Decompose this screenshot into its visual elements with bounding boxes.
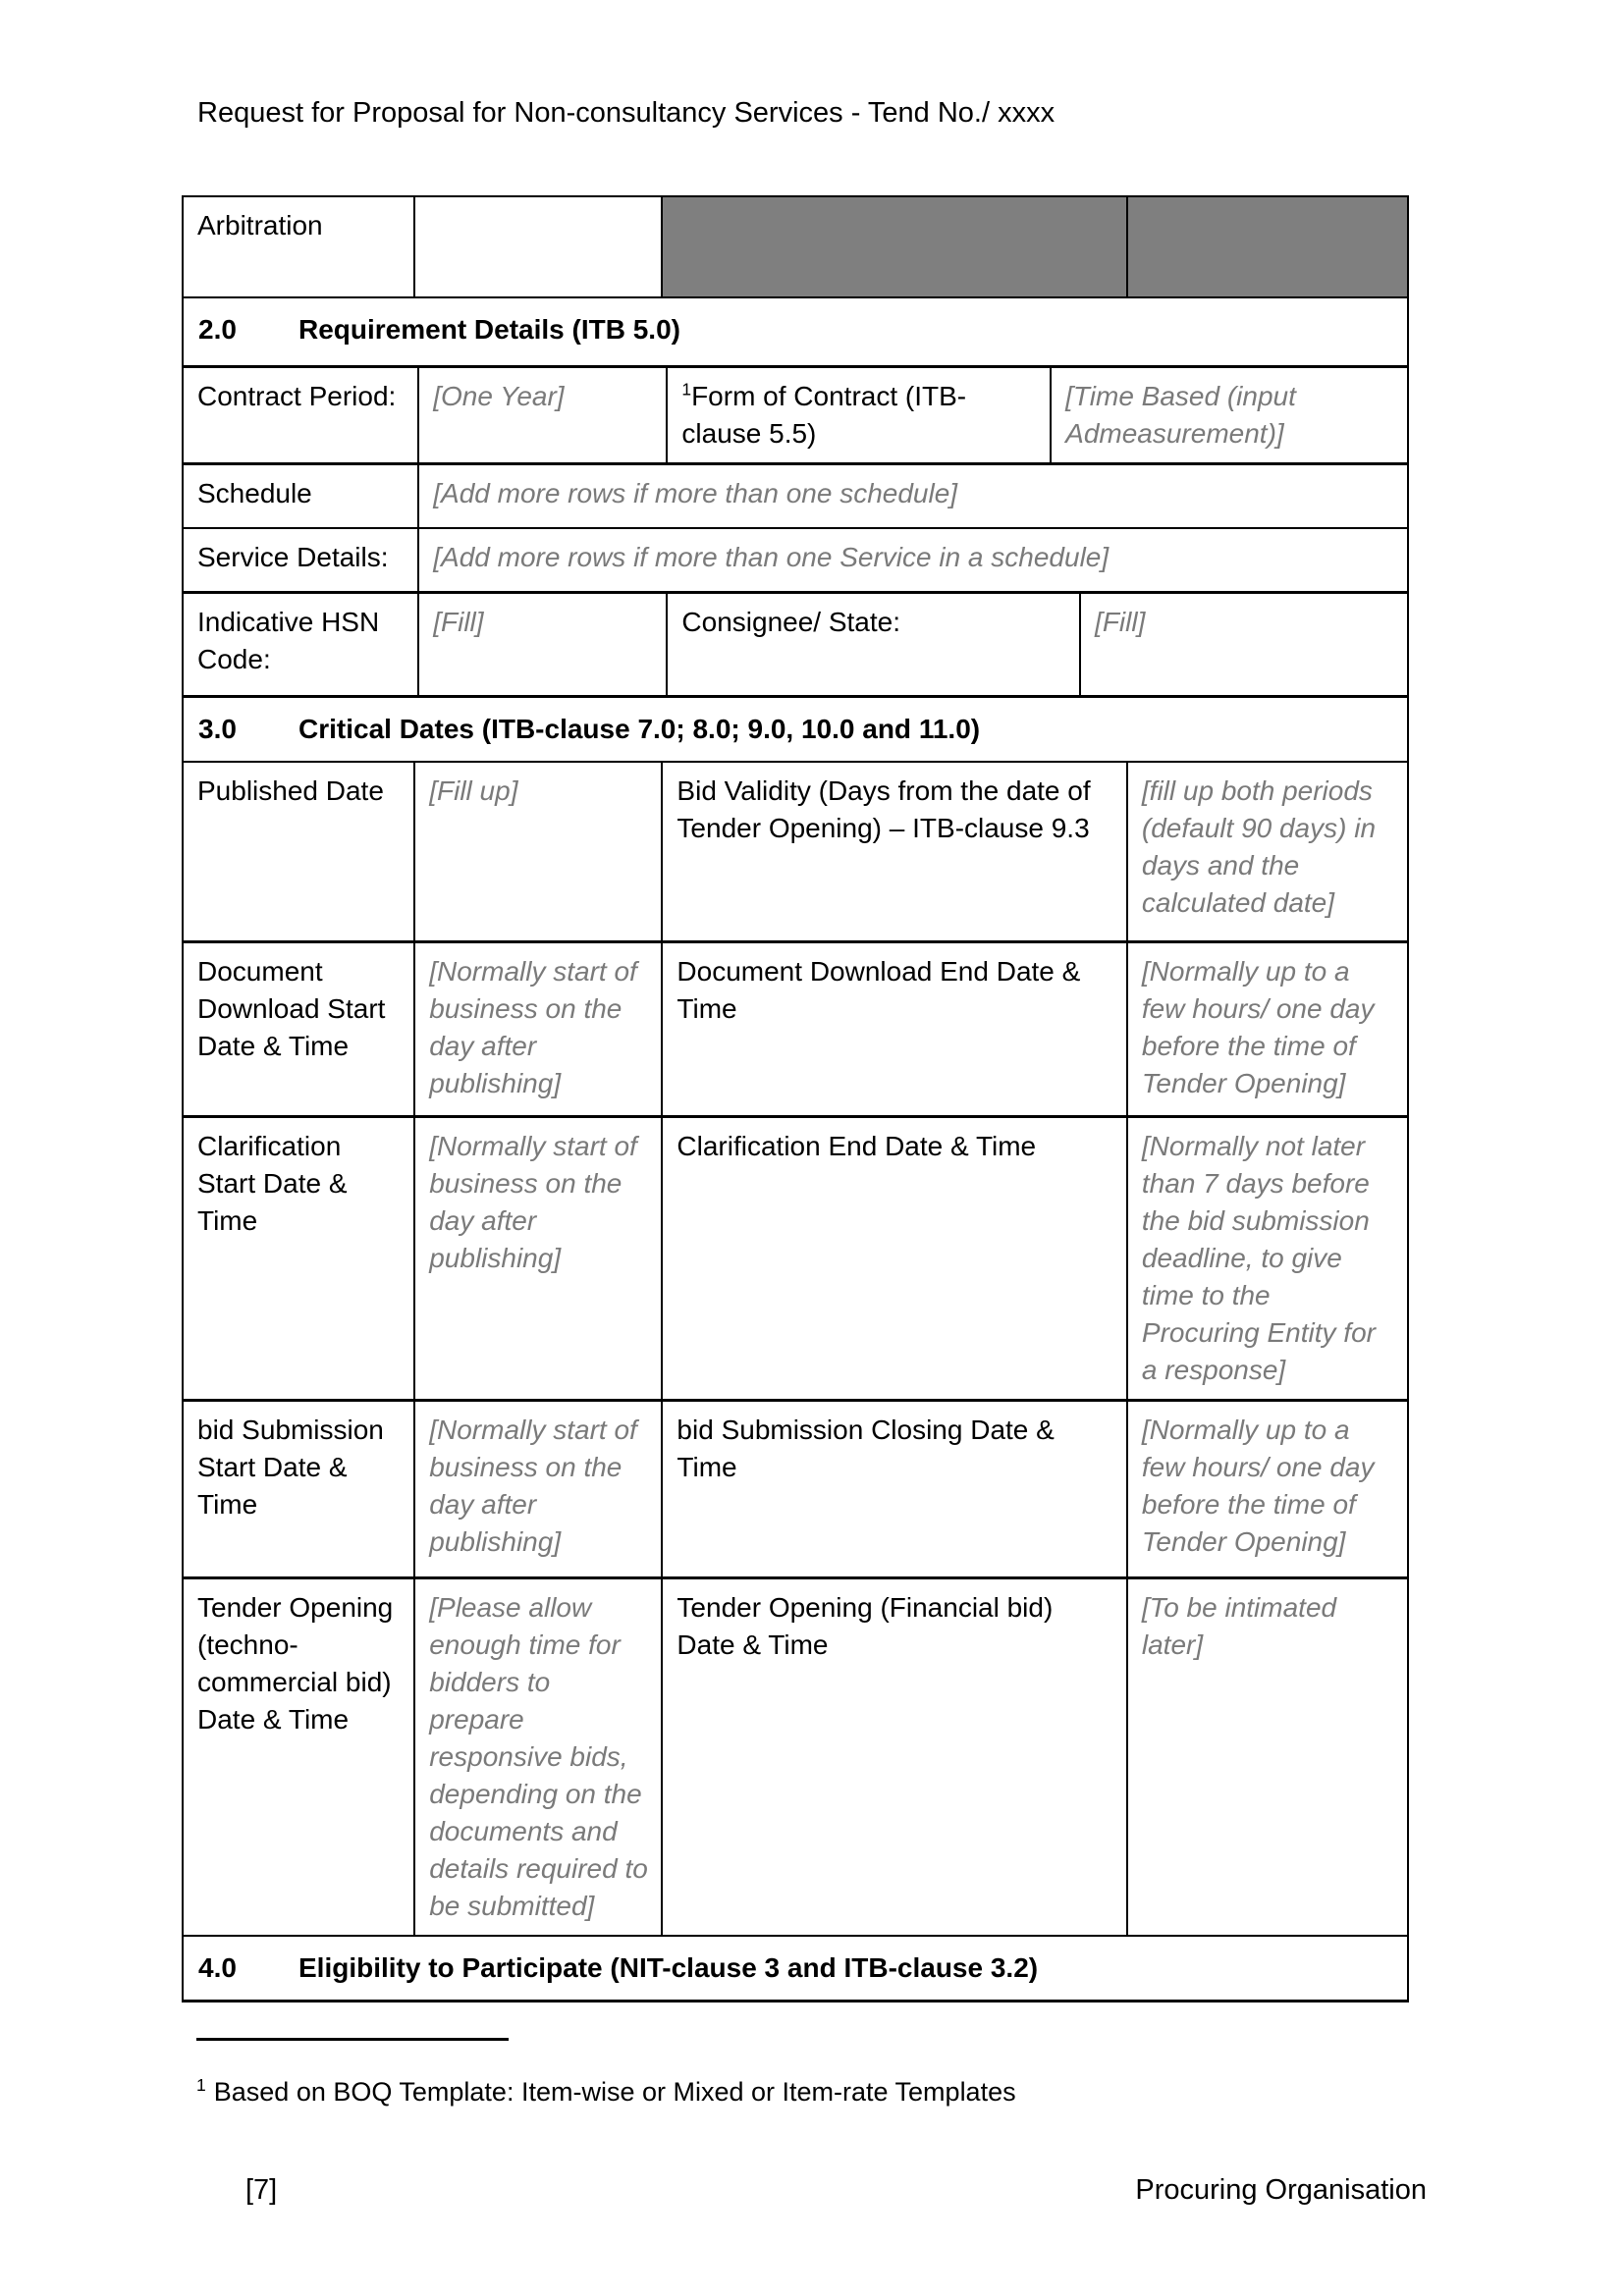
cell-arbitration-redacted-1 (661, 197, 1125, 296)
page-header-title: Request for Proposal for Non-consultancy Services - Tend No./ xxxx (197, 97, 1056, 129)
section-number: 3.0 (198, 714, 237, 744)
cell-clarification-start-label: Clarification Start Date & Time (197, 1131, 348, 1236)
cell-form-of-contract-value: [Time Based (input Admeasurement)] (1050, 368, 1407, 462)
table-row-bid-submission (184, 1399, 1407, 1576)
cell-consignee-label: Consignee/ State: (666, 594, 1079, 695)
cell-published-date-value: [Fill up] (413, 763, 661, 940)
cell-hsn-value: [Fill] (417, 594, 666, 695)
cell-doc-download-end-label: Document Download End Date & Time (661, 943, 1125, 1115)
cell-bid-submission-closing-label: bid Submission Closing Date & Time (661, 1402, 1125, 1576)
cell-service-details-value: [Add more rows if more than one Service in a schedule] (417, 529, 1407, 591)
cell-bid-submission-start-value: [Normally start of business on the day after publishing] (413, 1402, 661, 1576)
cell-published-date-label: Published Date (197, 775, 384, 806)
section-title: Critical Dates (ITB-clause 7.0; 8.0; 9.0, 10.0 and 11.0) (298, 714, 981, 744)
cell-clarification-end-label: Clarification End Date & Time (661, 1118, 1125, 1399)
cell-schedule-value: [Add more rows if more than one schedule] (417, 465, 1407, 527)
page-footer (245, 2171, 1427, 2209)
cell-service-details-label: Service Details: (197, 542, 389, 572)
section-number: 4.0 (198, 1952, 237, 1983)
table-row-document-download (184, 940, 1407, 1115)
cell-hsn-label: Indicative HSN Code: (197, 607, 380, 674)
section-number: 2.0 (198, 314, 237, 345)
footnote-separator-rule (196, 2038, 509, 2041)
cell-consignee-value: [Fill] (1079, 594, 1407, 695)
table-row-clarification (184, 1115, 1407, 1399)
footnote-ref-1: 1 (681, 379, 692, 400)
cell-clarification-start-value: [Normally start of business on the day after publishing] (413, 1118, 661, 1399)
cell-tender-opening-financial-label: Tender Opening (Financial bid) Date & Time (661, 1579, 1125, 1935)
cell-doc-download-start-value: [Normally start of business on the day after publishing] (413, 943, 661, 1115)
cell-bid-validity-label: Bid Validity (Days from the date of Tender Opening) – ITB-clause 9.3 (661, 763, 1125, 940)
table-row-tender-opening (184, 1576, 1407, 1935)
cell-doc-download-end-value: [Normally up to a few hours/ one day before the time of Tender Opening] (1126, 943, 1407, 1115)
cell-clarification-end-value: [Normally not later than 7 days before the bid submission deadline, to give time to the Procuring Entity for a response] (1126, 1118, 1407, 1399)
table-row-arbitration (184, 197, 1407, 296)
cell-arbitration-empty (413, 197, 661, 296)
section-row-eligibility (184, 1935, 1407, 2000)
table-row-hsn-code (184, 591, 1407, 695)
footnote-text: Based on BOQ Template: Item-wise or Mixed or Item-rate Templates (213, 2077, 1016, 2107)
table-row-contract-period (184, 365, 1407, 462)
rfp-details-table (182, 195, 1409, 2002)
section-row-critical-dates (184, 695, 1407, 761)
footnote-marker: 1 (196, 2075, 206, 2095)
cell-tender-opening-techno-value: [Please allow enough time for bidders to prepare responsive bids, depending on the documents and details required to be submitted] (413, 1579, 661, 1935)
cell-tender-opening-financial-value: [To be intimated later] (1126, 1579, 1407, 1935)
cell-arbitration-redacted-2 (1126, 197, 1407, 296)
section-row-requirement-details (184, 296, 1407, 365)
footer-organisation: Procuring Organisation (1135, 2174, 1427, 2206)
table-row-service-details (184, 527, 1407, 591)
cell-contract-period-value: [One Year] (417, 368, 666, 462)
cell-bid-submission-start-label: bid Submission Start Date & Time (197, 1415, 384, 1520)
cell-doc-download-start-label: Document Download Start Date & Time (197, 956, 386, 1061)
cell-form-of-contract-label (666, 368, 1050, 462)
cell-bid-validity-value: [fill up both periods (default 90 days) in days and the calculated date] (1126, 763, 1407, 940)
table-row-published-date (184, 761, 1407, 940)
section-title: Requirement Details (ITB 5.0) (298, 314, 680, 345)
cell-bid-submission-closing-value: [Normally up to a few hours/ one day before the time of Tender Opening] (1126, 1402, 1407, 1576)
cell-arbitration-label: Arbitration (197, 210, 323, 240)
form-of-contract-text: Form of Contract (ITB-clause 5.5) (681, 381, 967, 449)
table-row-schedule (184, 462, 1407, 527)
page-number: [7] (245, 2174, 278, 2206)
cell-tender-opening-techno-label: Tender Opening (techno-commercial bid) Date & Time (197, 1592, 394, 1735)
cell-contract-period-label: Contract Period: (197, 381, 397, 411)
footnote (196, 2067, 1016, 2109)
section-title: Eligibility to Participate (NIT-clause 3 and ITB-clause 3.2) (298, 1952, 1039, 1983)
cell-schedule-label: Schedule (197, 478, 312, 508)
